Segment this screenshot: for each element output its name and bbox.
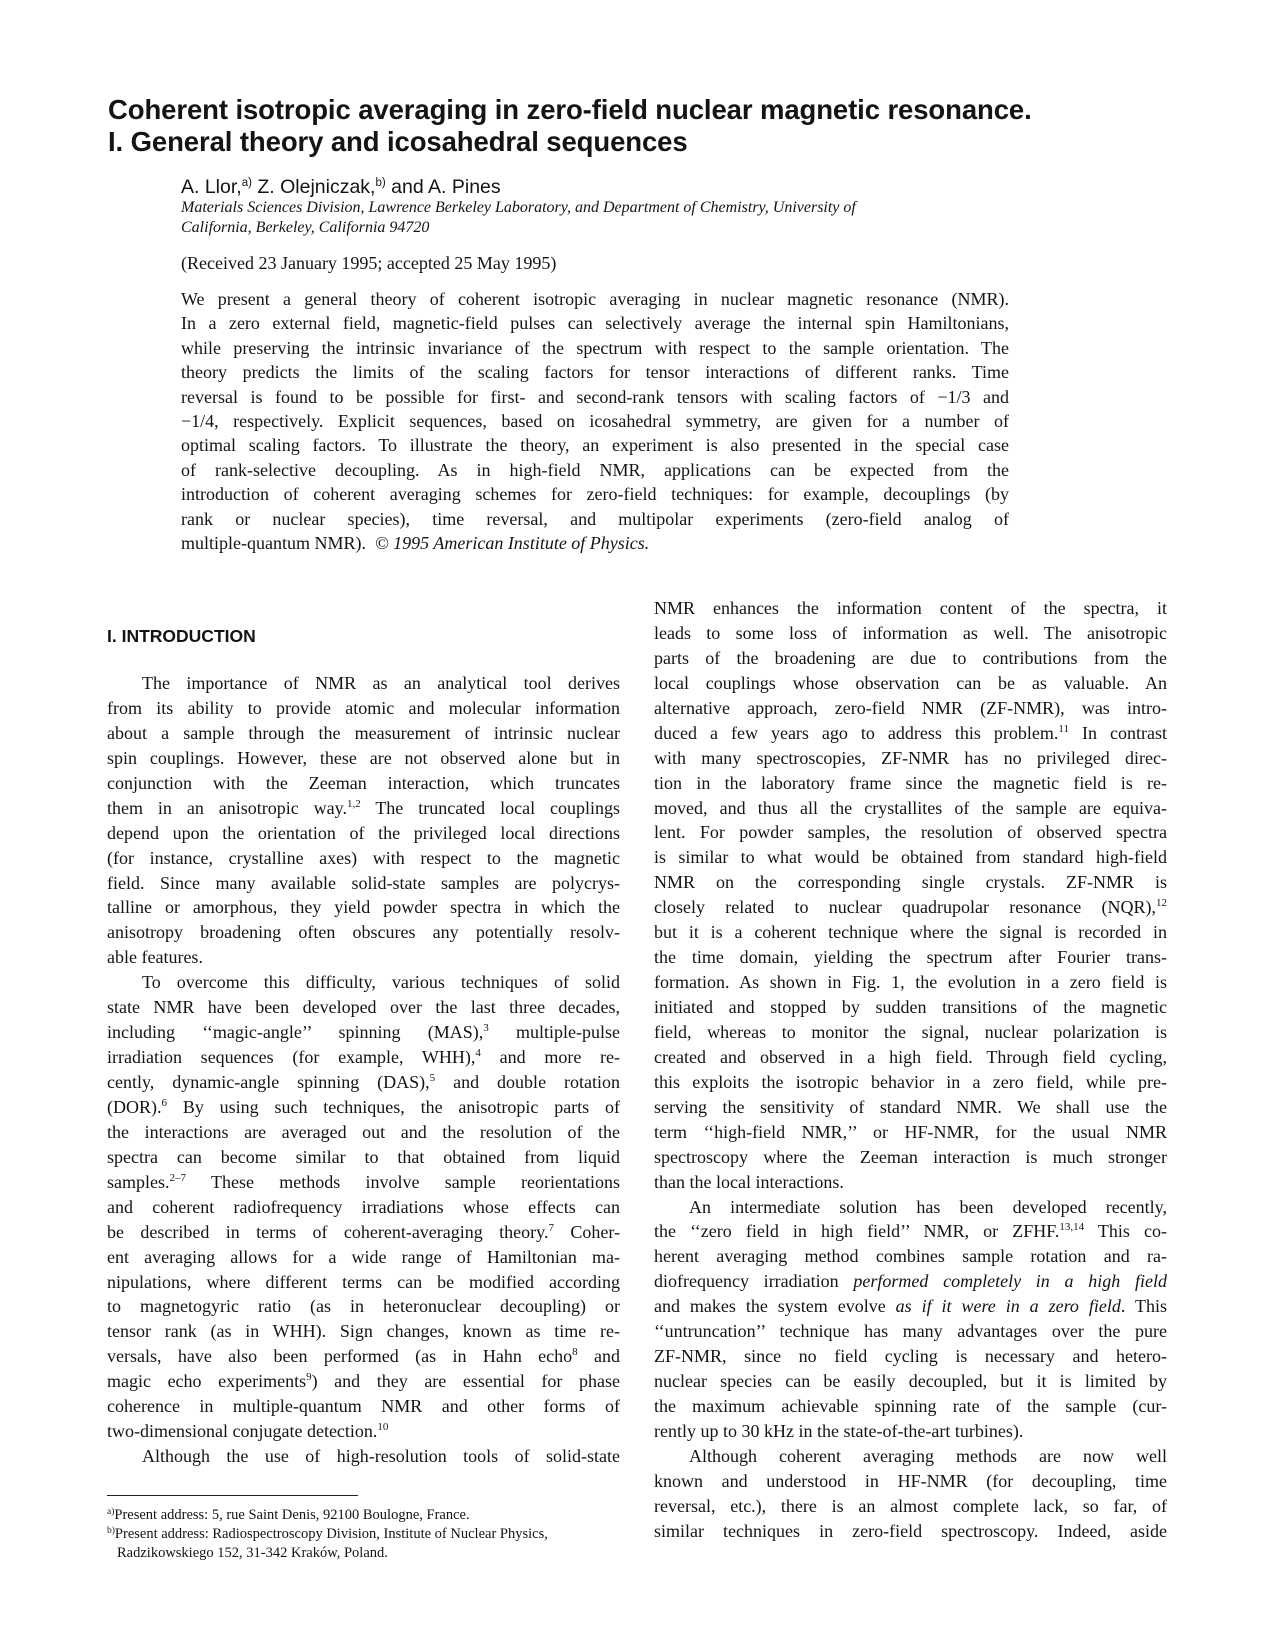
right-column [654,596,1167,1544]
citation-mark: 7 [548,1221,554,1234]
body-line [107,796,620,821]
abstract-line: introduction of coherent averaging schemes for zero-field techniques: for example, decouplings (by [181,484,1009,505]
citation-mark: 6 [161,1096,167,1109]
citation-mark: 10 [377,1421,389,1434]
body-line: rently up to 30 kHz in the state-of-the-art turbines). [654,1420,1024,1441]
body-text: magic echo experiments [107,1371,307,1392]
body-text: This co- [1084,1221,1167,1242]
body-text: By using such techniques, the anisotropic parts of [167,1096,620,1117]
title-line-1: Coherent isotropic averaging in zero-field nuclear magnetic resonance. [108,94,1032,125]
body-line [107,1070,620,1095]
body-text: irradiation sequences (for example, WHH), [107,1047,476,1068]
footnote-b [107,1525,620,1544]
body-line [654,1219,1167,1244]
body-text: and double rotation [435,1072,620,1092]
body-line [107,1419,620,1444]
body-text: two-dimensional conjugate detection. [107,1421,378,1442]
abstract-line: of rank-selective decoupling. As in high-field NMR, applications can be expected from the [181,459,1009,480]
body-line: field, whereas to monitor the signal, nuclear polarization is [654,1021,1167,1042]
body-text: These methods involve sample reorientations [186,1171,620,1192]
body-line: state NMR have been developed over the last three decades, [107,997,620,1018]
citation-mark: 1,2 [346,797,361,810]
body-text: and makes the system evolve [654,1296,896,1317]
section-heading-introduction: I. INTRODUCTION [107,626,256,646]
body-line [654,721,1167,746]
body-line [107,1170,620,1195]
copyright-notice: © 1995 American Institute of Physics. [374,532,650,553]
body-line [107,1045,620,1070]
body-line: serving the sensitivity of standard NMR. We shall use the [654,1096,1167,1117]
citation-mark: 12 [1156,897,1167,910]
abstract-line: theory predicts the limits of the scaling factors for tensor interactions of different ranks. Time [181,362,1009,383]
abstract-last-text: multiple-quantum NMR). [181,532,366,553]
body-line [654,1294,1167,1319]
body-line [107,1344,620,1369]
body-line: created and observed in a high field. Through field cycling, [654,1046,1167,1067]
citation-mark: 13,14 [1059,1221,1085,1234]
abstract-line: while preserving the intrinsic invariance of the spectrum with respect to the sample orientation. The [181,337,1009,358]
body-line [107,1020,620,1045]
footnote-mark: b) [107,1526,115,1536]
body-line: similar techniques in zero-field spectroscopy. Indeed, aside [654,1520,1167,1541]
body-text: diofrequency irradiation [654,1271,854,1292]
body-line: and coherent radiofrequency irradiations whose effects can [107,1196,620,1217]
body-line: term ‘‘high-field NMR,’’ or HF-NMR, for the usual NMR [654,1121,1167,1142]
body-line: ‘‘untruncation’’ technique has many advantages over the pure [654,1321,1167,1342]
body-text: . This [1120,1296,1167,1317]
body-text: Coher- [553,1221,620,1242]
body-line: ent averaging allows for a wide range of Hamiltonian ma- [107,1246,620,1267]
body-line: NMR enhances the information content of the spectra, it [654,598,1167,618]
body-line: nuclear species can be easily decoupled, but it is limited by [654,1371,1167,1392]
author-1: A. Llor, [181,176,242,198]
body-text: versals, have also been performed (as in Hahn echo [107,1346,573,1367]
body-line: Although coherent averaging methods are now well [689,1445,1167,1466]
body-line: from its ability to provide atomic and molecular information [107,697,620,718]
body-line: this exploits the isotropic behavior in a zero field, while pre- [654,1071,1167,1092]
footnote-text: Present address: 5, rue Saint Denis, 92100 Boulogne, France. [114,1507,470,1523]
emphasis-text: performed completely in a high field [853,1271,1167,1292]
body-line: ZF-NMR, since no field cycling is necessary and hetero- [654,1346,1167,1367]
author-2: Z. Olejniczak, [251,176,376,198]
body-line: leads to some loss of information as well. The anisotropic [654,622,1167,643]
body-line [654,1269,1167,1294]
body-text: them in an anisotropic way. [107,797,347,818]
body-text: In contrast [1069,722,1167,743]
footnote-a [107,1506,620,1525]
footnotes [107,1506,620,1563]
body-text: the ‘‘zero field in high field’’ NMR, or ZFHF. [654,1221,1060,1242]
body-line: parts of the broadening are due to contributions from the [654,647,1167,668]
citation-mark: 8 [572,1346,578,1359]
body-line: than the local interactions. [654,1171,844,1192]
abstract [181,287,1009,555]
body-text: cently, dynamic-angle spinning (DAS), [107,1072,430,1092]
body-line [107,1369,620,1394]
body-text: including ‘‘magic-angle’’ spinning (MAS), [107,1022,484,1043]
body-text: duced a few years ago to address this problem. [654,722,1059,743]
citation-mark: 4 [475,1047,481,1060]
body-line: To overcome this difficulty, various techniques of solid [142,972,620,993]
abstract-line: In a zero external field, magnetic-field pulses can selectively average the internal spin Hamiltonians, [181,313,1009,334]
body-line: formation. As shown in Fig. 1, the evolution in a zero field is [654,972,1167,993]
body-line: spin couplings. However, these are not observed alone but in [107,747,620,768]
body-line: initiated and stopped by sudden transitions of the magnetic [654,997,1167,1017]
body-line: An intermediate solution has been developed recently, [689,1196,1167,1217]
body-line [107,1220,620,1245]
body-line: field. Since many available solid-state samples are polycrys- [107,872,620,893]
citation-mark: 5 [429,1072,436,1084]
author-3: and A. Pines [385,176,501,198]
body-line: spectra can become similar to that obtained from liquid [107,1146,620,1167]
abstract-line: rank or nuclear species), time reversal, and multipolar experiments (zero-field analog of [181,508,1009,529]
citation-mark: 2–7 [169,1171,186,1184]
body-line: the interactions are averaged out and the resolution of the [107,1121,620,1142]
body-line: conjunction with the Zeeman interaction, which truncates [107,772,620,793]
abstract-line: reversal is found to be possible for first- and second-rank tensors with scaling factors of −1/3 and [181,386,1009,407]
body-line: coherence in multiple-quantum NMR and other forms of [107,1396,620,1417]
body-text: multiple-pulse [488,1022,620,1043]
body-line: to magnetogyric ratio (as in heteronuclear decoupling) or [107,1296,620,1317]
body-line: spectroscopy where the Zeeman interaction is much stronger [654,1146,1167,1167]
body-text: (DOR). [107,1096,162,1117]
body-text: samples. [107,1171,170,1192]
body-line: (for instance, crystalline axes) with respect to the magnetic [107,847,620,868]
citation-mark: 11 [1058,722,1069,735]
body-text: and [577,1346,620,1367]
author-list [181,175,501,199]
body-line: but it is a coherent technique where the signal is recorded in [654,922,1167,943]
affiliation [181,198,1001,238]
body-line: about a sample through the measurement of intrinsic nuclear [107,722,620,743]
body-line: anisotropy broadening often obscures any potentially resolv- [107,922,620,943]
footnote-text: Present address: Radiospectroscopy Division, Institute of Nuclear Physics, [114,1526,548,1542]
body-line: Although the use of high-resolution tools of solid-state [142,1446,620,1467]
body-line [654,895,1167,920]
author-1-footnote-mark: a) [241,177,252,189]
body-line: is similar to what would be obtained from standard high-field [654,847,1167,868]
paper-title [108,94,1168,158]
affiliation-line-1: Materials Sciences Division, Lawrence Berkeley Laboratory, and Department of Chemistry, University of [181,199,856,216]
body-line: alternative approach, zero-field NMR (ZF-NMR), was intro- [654,697,1167,718]
author-2-footnote-mark: b) [375,177,386,189]
footnote-divider [107,1495,358,1496]
body-line [107,1095,620,1120]
emphasis-text: as if it were in a zero field [895,1296,1121,1317]
body-line: lent. For powder samples, the resolution of observed spectra [654,822,1167,843]
body-text: The truncated local couplings [360,797,620,818]
body-line: with many spectroscopies, ZF-NMR has no privileged direc- [654,747,1167,768]
citation-mark: 9 [306,1371,312,1384]
affiliation-line-2: California, Berkeley, California 94720 [181,219,430,236]
body-text: be described in terms of coherent-averaging theory. [107,1221,549,1242]
body-text: closely related to nuclear quadrupolar resonance (NQR), [654,897,1156,918]
body-line: The importance of NMR as an analytical tool derives [142,673,620,693]
body-line: tensor rank (as in WHH). Sign changes, known as time re- [107,1321,620,1342]
body-line: the maximum achievable spinning rate of the sample (cur- [654,1396,1167,1416]
footnote-mark: a) [107,1507,115,1517]
abstract-line: −1/4, respectively. Explicit sequences, based on icosahedral symmetry, are given for a number of [181,410,1009,431]
body-line: reversal, etc.), there is an almost complete lack, so far, of [654,1495,1167,1516]
received-dates: (Received 23 January 1995; accepted 25 May 1995) [181,253,557,273]
body-line: nipulations, where different terms can be modified according [107,1271,620,1292]
body-line: tion in the laboratory frame since the magnetic field is re- [654,772,1167,793]
body-text: ) and they are essential for phase [311,1371,620,1392]
body-line: the time domain, yielding the spectrum after Fourier trans- [654,947,1167,968]
footnote-b-continued: Radzikowskiego 152, 31-342 Kraków, Poland. [117,1545,388,1561]
body-line: moved, and thus all the crystallites of the sample are equiva- [654,797,1167,818]
citation-mark: 3 [483,1022,489,1035]
body-line: NMR on the corresponding single crystals. ZF-NMR is [654,872,1167,893]
body-text: and more re- [480,1047,621,1068]
left-column [107,671,620,1469]
abstract-line: optimal scaling factors. To illustrate the theory, an experiment is also presented in the special case [181,435,1009,456]
abstract-line-last [181,531,1009,555]
abstract-line: We present a general theory of coherent isotropic averaging in nuclear magnetic resonance (NMR). [181,289,1009,309]
body-line: talline or amorphous, they yield powder spectra in which the [107,897,620,918]
title-line-2: I. General theory and icosahedral sequences [108,126,688,157]
body-line: local couplings whose observation can be as valuable. An [654,672,1167,693]
body-line: herent averaging method combines sample rotation and ra- [654,1246,1167,1267]
body-line: able features. [107,947,203,968]
body-line: known and understood in HF-NMR (for decoupling, time [654,1470,1167,1491]
body-line: depend upon the orientation of the privileged local directions [107,822,620,843]
